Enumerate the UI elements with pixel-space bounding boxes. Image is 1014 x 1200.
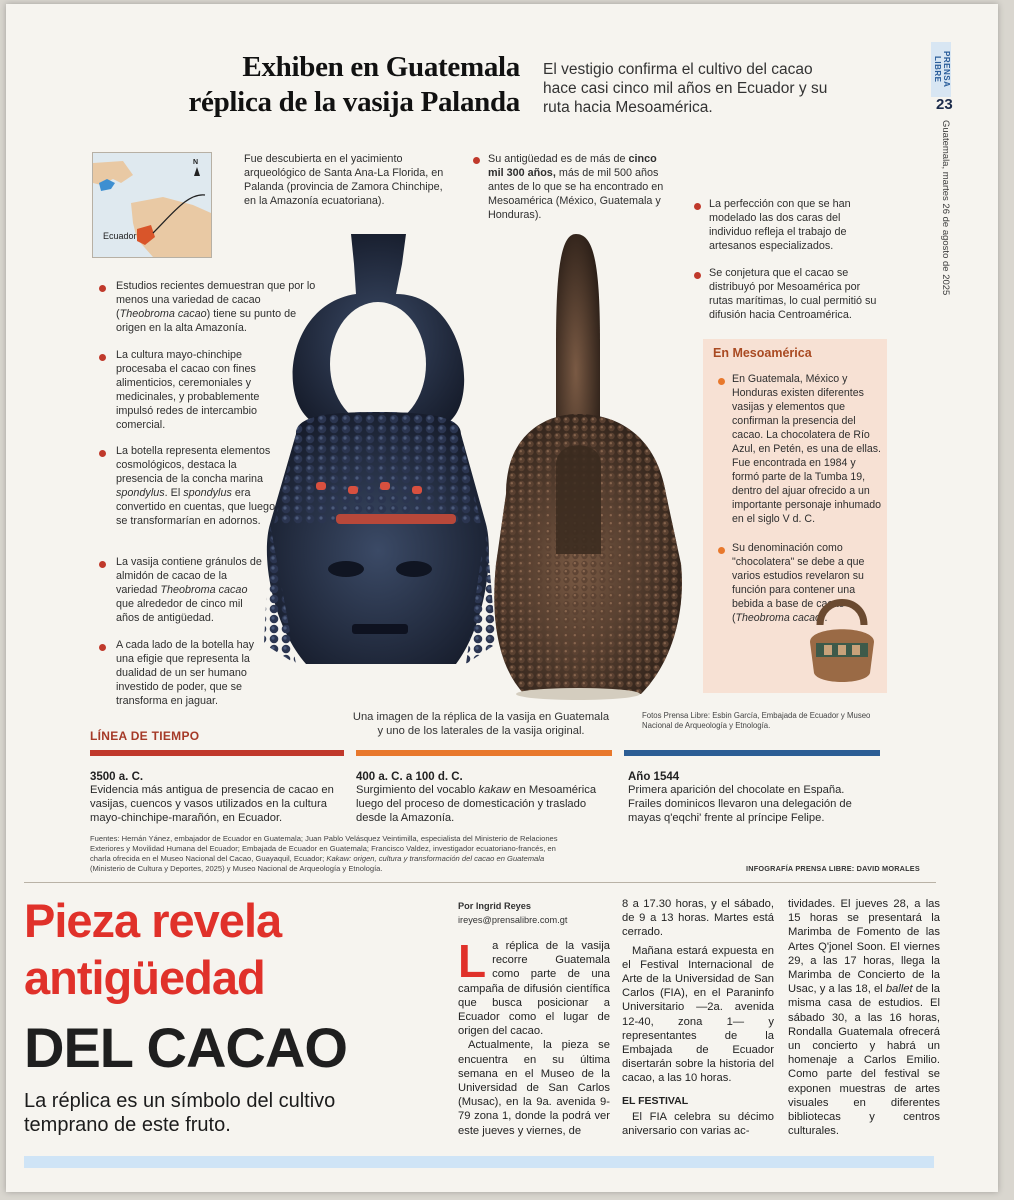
vessel-illustration — [256, 224, 696, 704]
infographic-title: Exhiben en Guatemala réplica de la vasija Palanda — [188, 51, 520, 118]
headline-emphasis: DEL CACAO — [24, 1016, 347, 1079]
article-column-3: tividades. El jueves 28, a las 15 horas se presentará la Marimba de Fomento de las Artes Q'jonel Soon. El viernes 29, a las 17 horas, llega la Marimba de Concierto de la Usac, y a las 18, el ballet de la misma casa de estudios. El sábado 30, a las 16 horas, Rondalla Guatemala ofrecerá un concierto y habrá un homenaje a Carlos Emilio. Como parte del festival se exponen muestras de artes visuales en diferentes bibliotecas y centros culturales. — [788, 898, 940, 1138]
timeline-item-2: 400 a. C. a 100 d. C. Surgimiento del vocablo kakaw en Mesoamérica luego del proceso de domesticación y traslado desde la Amazonía. — [356, 771, 597, 824]
article-column-2: 8 a 17.30 horas, y el sábado, de 9 a 13 horas. Martes está cerrado. Mañana estará expuesta en el Festival Internacional de Arte de la Universidad de San Carlos (FIA), en el Paraninfo Universitario —2a. avenida 12-40, zona 1— y representantes de la Embajada de Ecuador disertarán sobre la historia del cacao, a las 10 horas. EL FESTIVAL El FIA celebra su décimo aniversario con varias ac- — [622, 898, 774, 1138]
timeline-bar-2 — [356, 750, 612, 756]
bullet-icon — [99, 450, 106, 457]
note-antiquity: Su antigüedad es de más de cinco mil 300 años, más de mil 500 años antes de lo que se ha encontrado en Mesoamérica (México, Guatemala y Honduras). — [488, 153, 664, 221]
bullet-icon — [718, 378, 725, 385]
author-email-link[interactable]: ireyes@prensalibre.com.gt — [458, 915, 568, 925]
chocolatera-photo — [806, 587, 878, 687]
infographic-subtitle: El vestigio confirma el cultivo del cacao hace casi cinco mil años en Ecuador y su ruta hacia Mesoamérica. — [543, 61, 828, 116]
photo-credits: Fotos Prensa Libre: Esbin García, Embajada de Ecuador y Museo Nacional de Arqueología y Etnología. — [642, 711, 871, 730]
divider — [24, 882, 936, 883]
timeline-item-3: Año 1544 Primera aparición del chocolate en España. Frailes dominicos llevaron una delegación de mayas q'eqchi' frente al príncipe Felipe. — [628, 771, 852, 824]
timeline-bar-3 — [624, 750, 880, 756]
note-studies: Estudios recientes demuestran que por lo menos una variedad de cacao (Theobroma cacao) tiene su punto de origen en la alta Amazonía. — [116, 280, 316, 334]
bullet-icon — [99, 644, 106, 651]
byline: Por Ingrid Reyes ireyes@prensalibre.com.gt — [458, 901, 568, 925]
brand-tab: PRENSA LIBRE — [931, 42, 951, 97]
page-number: 23 — [936, 96, 953, 113]
page-date: Guatemala, martes 26 de agosto de 2025 — [940, 120, 951, 296]
bullet-icon — [694, 203, 701, 210]
bullet-icon — [473, 157, 480, 164]
north-arrow-icon — [194, 167, 200, 176]
mesoamerica-title: En Mesoamérica — [713, 346, 812, 360]
photo-caption: Una imagen de la réplica de la vasija en Guatemala y uno de los laterales de la vasija original. — [352, 711, 610, 737]
infographic-credit: INFOGRAFÍA PRENSA LIBRE: DAVID MORALES — [746, 864, 920, 873]
note-granules: La vasija contiene gránulos de almidón de cacao de la variedad Theobroma cacao que alrededor de cinco mil años de antigüedad. — [116, 556, 262, 624]
newspaper-page — [6, 4, 998, 1192]
sources-note: Fuentes: Hernán Yánez, embajador de Ecuador en Guatemala; Juan Pablo Velásquez Veintimilla, especialista del Ministerio de Relaciones Exteriores y Movilidad Humana del Ecuador; Embajada de Ecuador en Guatemala; Francisco Valdez, investigador ecuatoriano-francés, en charla ofrecida en el Museo Nacional del Cacao, Guayaquil, Ecuador; Kakaw: origen, cultura y transformación del cacao en Guatemala (Ministerio de Cultura y Deportes, 2025) y Museo Nacional de Arqueología y Etnología. — [90, 834, 558, 873]
bullet-icon — [99, 561, 106, 568]
meso-paragraph-2: Su denominación como "chocolatera" se debe a que varios estudios revelaron su función para contener una bebida a base de cacao (Theobroma cacao). — [732, 542, 865, 624]
meso-paragraph-1: En Guatemala, México y Honduras existen diferentes vasijas y elementos que confirman la presencia del cacao. La chocolatera de Río Azul, en Petén, es una de ellas. Fue encontrada en 1984 y formó parte de la Tumba 19, dentro del ajuar ofrecido a un importante personaje inhumado en el siglo V d. C. — [732, 373, 882, 525]
north-arrow-label: N — [193, 159, 199, 166]
note-culture: La cultura mayo-chinchipe procesaba el cacao con fines alimenticios, ceremoniales y medicinales, y probablemente impulsó redes de intercambio comercial. — [116, 349, 260, 431]
map-label-ecuador: Ecuador — [103, 231, 137, 241]
bullet-icon — [718, 547, 725, 554]
vessel-photos — [256, 224, 696, 704]
footer-bar — [24, 1156, 934, 1168]
note-perfection: La perfección con que se han modelado las dos caras del individuo refleja el trabajo de artesanos especializados. — [709, 198, 851, 252]
timeline-bar-1 — [90, 750, 344, 756]
timeline-title: LÍNEA DE TIEMPO — [90, 729, 200, 743]
locator-map — [92, 152, 212, 258]
note-effigy: A cada lado de la botella hay una efigie que representa la dualidad de un ser humano investido de poder, que se transforma en jaguar. — [116, 639, 255, 707]
note-bottle: La botella representa elementos cosmológicos, destaca la presencia de la concha marina spondylus. El spondylus era convertido en cuentas, que luego se transformarían en adornos. — [116, 445, 276, 527]
article-deck: La réplica es un símbolo del cultivo temprano de este fruto. — [24, 1090, 336, 1136]
bullet-icon — [99, 285, 106, 292]
note-discovery: Fue descubierta en el yacimiento arqueológico de Santa Ana-La Florida, en Palanda (provincia de Zamora Chinchipe, en la Amazonía ecuatoriana). — [244, 153, 444, 207]
note-maritime: Se conjetura que el cacao se distribuyó por Mesoamérica por rutas marítimas, lo cual permitió su difusión hacia Centroamérica. — [709, 267, 877, 321]
timeline-item-1: 3500 a. C. Evidencia más antigua de presencia de cacao en vasijas, cuencos y vasos utilizados en la cultura mayo-chinchipe-marañón, en Ecuador. — [90, 771, 334, 824]
headline: Pieza revela antigüedad — [24, 894, 282, 1004]
article-column-1: L a réplica de la vasija recorre Guatemala como parte de una campaña de difusión científica que busca posicionar a Ecuador como el lugar de origen del cacao. Actualmente, la pieza se encuentra en su última semana en el Museo de la Universidad de San Carlos (Musac), en la 9a. avenida 9-79 zona 1, donde la podrá ver este jueves y viernes, de — [458, 935, 610, 1137]
dropcap: L — [458, 935, 487, 987]
bullet-icon — [99, 354, 106, 361]
subhead-festival: EL FESTIVAL — [622, 1094, 689, 1107]
